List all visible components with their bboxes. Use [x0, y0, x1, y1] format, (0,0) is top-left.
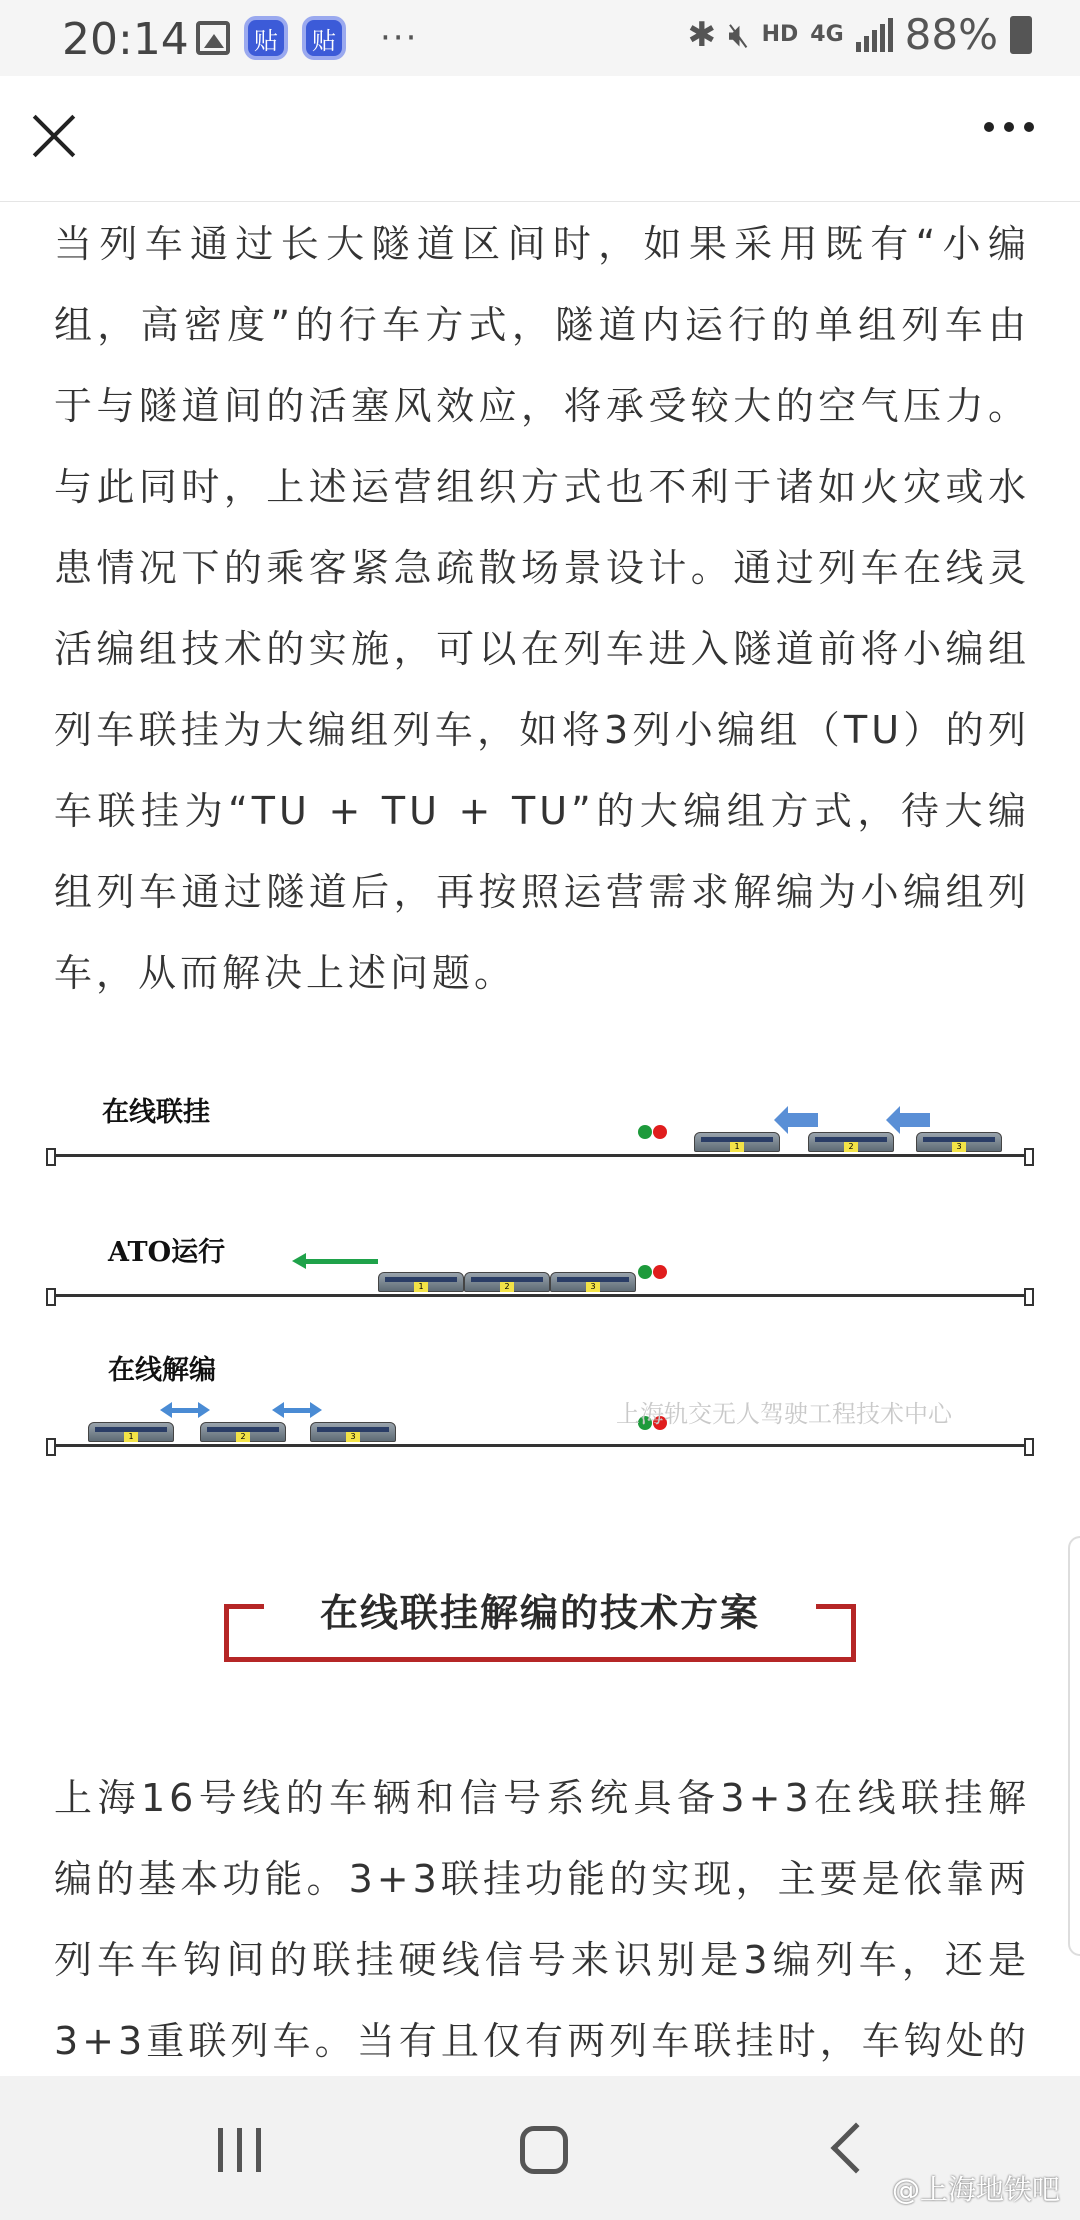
notification-icons — [196, 16, 418, 60]
train-number: 1 — [730, 1142, 744, 1152]
battery-percent: 88% — [904, 10, 998, 59]
article-paragraph-2: 上海16号线的车辆和信号系统具备3+3在线联挂解编的基本功能。3+3联挂功能的实现，主要是依靠两列车车钩间的联挂硬线信号来识别是3编列车，还是3+3重联列车。当有且仅有两列车联挂时，车钩处的 — [54, 1776, 1030, 2063]
battery-icon — [1010, 16, 1032, 54]
diagram-label-online-decoupling: 在线解编 — [108, 1355, 216, 1386]
train-number: 2 — [236, 1432, 250, 1442]
train-unit — [88, 1422, 174, 1442]
train-unit — [808, 1132, 894, 1152]
train-unit — [378, 1272, 464, 1292]
article-paragraph-1: 当列车通过长大隧道区间时，如果采用既有“小编组，高密度”的行车方式，隧道内运行的单组列车由于与隧道间的活塞风效应，将承受较大的空气压力。与此同时，上述运营组织方式也不利于诸如火灾或水患情况下的乘客紧急疏散场景设计。通过列车在线灵活编组技术的实施，可以在列车进入隧道前将小编组列车联挂为大编组列车，如将3列小编组（TU）的列车联挂为“TU + TU + TU”的大编组方式，待大编组列车通过隧道后，再按照运营需求解编为小编组列车，从而解决上述问题。 — [54, 222, 1030, 995]
train-number: 1 — [124, 1432, 138, 1442]
system-nav-bar — [0, 2076, 1080, 2220]
scroll-indicator[interactable] — [1068, 1536, 1080, 1956]
track-1 — [50, 1154, 1030, 1157]
section-title: 在线联挂解编的技术方案 — [319, 1591, 760, 1635]
section-heading — [224, 1591, 856, 1662]
train-number: 3 — [952, 1142, 966, 1152]
bluetooth-icon: ✱ — [687, 14, 717, 55]
tieba-notification-icon-2: 贴 — [302, 16, 346, 60]
track-3 — [50, 1444, 1030, 1447]
train-number: 3 — [346, 1432, 360, 1442]
close-icon[interactable] — [30, 112, 78, 160]
diagram-watermark: 上海轨交无人驾驶工程技术中心 — [616, 1400, 952, 1428]
arrow-left-icon — [304, 1259, 378, 1264]
signal-green — [638, 1125, 652, 1139]
diagram-label-online-coupling: 在线联挂 — [102, 1097, 210, 1128]
arrow-left-icon — [900, 1113, 930, 1127]
train-unit — [550, 1272, 636, 1292]
more-options-icon[interactable] — [984, 122, 1034, 132]
signal-red — [653, 1265, 667, 1279]
arrow-left-icon — [788, 1113, 818, 1127]
train-unit — [694, 1132, 780, 1152]
back-icon[interactable] — [831, 2123, 882, 2174]
hd-indicator: HD — [761, 22, 799, 47]
train-unit — [916, 1132, 1002, 1152]
track-2 — [50, 1294, 1030, 1297]
train-unit — [310, 1422, 396, 1442]
status-right — [688, 10, 1032, 59]
signal-green — [638, 1265, 652, 1279]
train-number: 1 — [414, 1282, 428, 1292]
mute-icon: 🔇︎ — [728, 14, 750, 55]
status-time: 20:14 — [62, 14, 189, 65]
train-unit — [464, 1272, 550, 1292]
article-top-bar — [0, 76, 1080, 202]
recents-icon[interactable] — [218, 2128, 261, 2172]
decouple-arrow-icon — [170, 1408, 200, 1413]
tieba-notification-icon: 贴 — [244, 16, 288, 60]
train-number: 2 — [500, 1282, 514, 1292]
home-icon[interactable] — [520, 2126, 568, 2174]
status-bar — [0, 0, 1080, 76]
gallery-icon — [196, 21, 230, 55]
network-type: 4G — [810, 22, 844, 47]
more-notifications-icon: ··· — [380, 18, 419, 58]
train-unit — [200, 1422, 286, 1442]
signal-icon — [856, 18, 893, 52]
diagram-label-ato: ATO运行 — [108, 1237, 226, 1268]
decouple-arrow-icon — [282, 1408, 312, 1413]
train-number: 2 — [844, 1142, 858, 1152]
tieba-watermark: @上海地铁吧 — [891, 2173, 1060, 2206]
coupling-diagram — [0, 1056, 1080, 1456]
train-number: 3 — [586, 1282, 600, 1292]
signal-red — [653, 1125, 667, 1139]
